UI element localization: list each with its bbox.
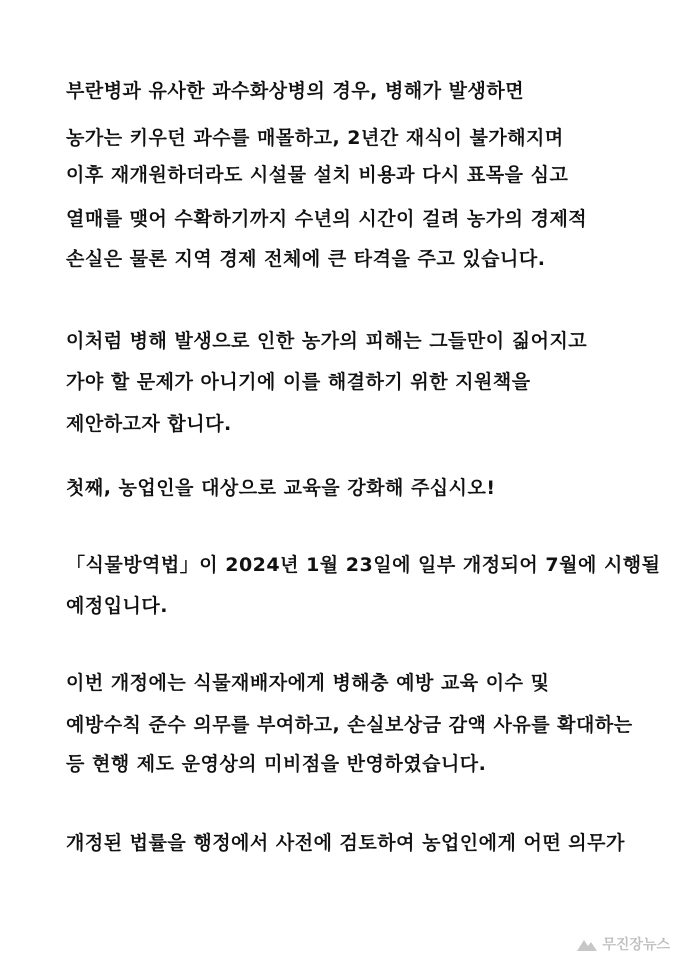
text-line: 열매를 맺어 수확하기까지 수년의 시간이 걸려 농가의 경제적 — [66, 208, 588, 230]
text-line: 「식물방역법」이 2024년 1월 23일에 일부 개정되어 7월에 시행될 — [66, 554, 661, 576]
text-line: 제안하고자 합니다. — [66, 413, 232, 435]
text-line: 부란병과 유사한 과수화상병의 경우, 병해가 발생하면 — [66, 80, 525, 102]
mountain-logo-icon — [576, 936, 598, 952]
watermark — [576, 934, 670, 954]
text-line: 등 현행 제도 운영상의 미비점을 반영하였습니다. — [66, 753, 487, 775]
watermark-text: 무진장뉴스 — [602, 937, 670, 953]
text-line: 예정입니다. — [66, 595, 168, 617]
text-line: 이후 재개원하더라도 시설물 설치 비용과 다시 표목을 심고 — [66, 164, 569, 186]
text-line: 개정된 법률을 행정에서 사전에 검토하여 농업인에게 어떤 의무가 — [66, 832, 625, 854]
text-line: 손실은 물론 지역 경제 전체에 큰 타격을 주고 있습니다. — [66, 248, 546, 270]
text-line: 이처럼 병해 발생으로 인한 농가의 피해는 그들만이 짊어지고 — [66, 330, 588, 352]
text-line: 예방수칙 준수 의무를 부여하고, 손실보상금 감액 사유를 확대하는 — [66, 714, 633, 736]
text-line: 농가는 키우던 과수를 매몰하고, 2년간 재식이 불가해지며 — [66, 127, 564, 149]
text-line: 가야 할 문제가 아니기에 이를 해결하기 위한 지원책을 — [66, 371, 531, 393]
text-line: 이번 개정에는 식물재배자에게 병해충 예방 교육 이수 및 — [66, 672, 550, 694]
text-line: 첫째, 농업인을 대상으로 교육을 강화해 주십시오! — [66, 477, 496, 499]
